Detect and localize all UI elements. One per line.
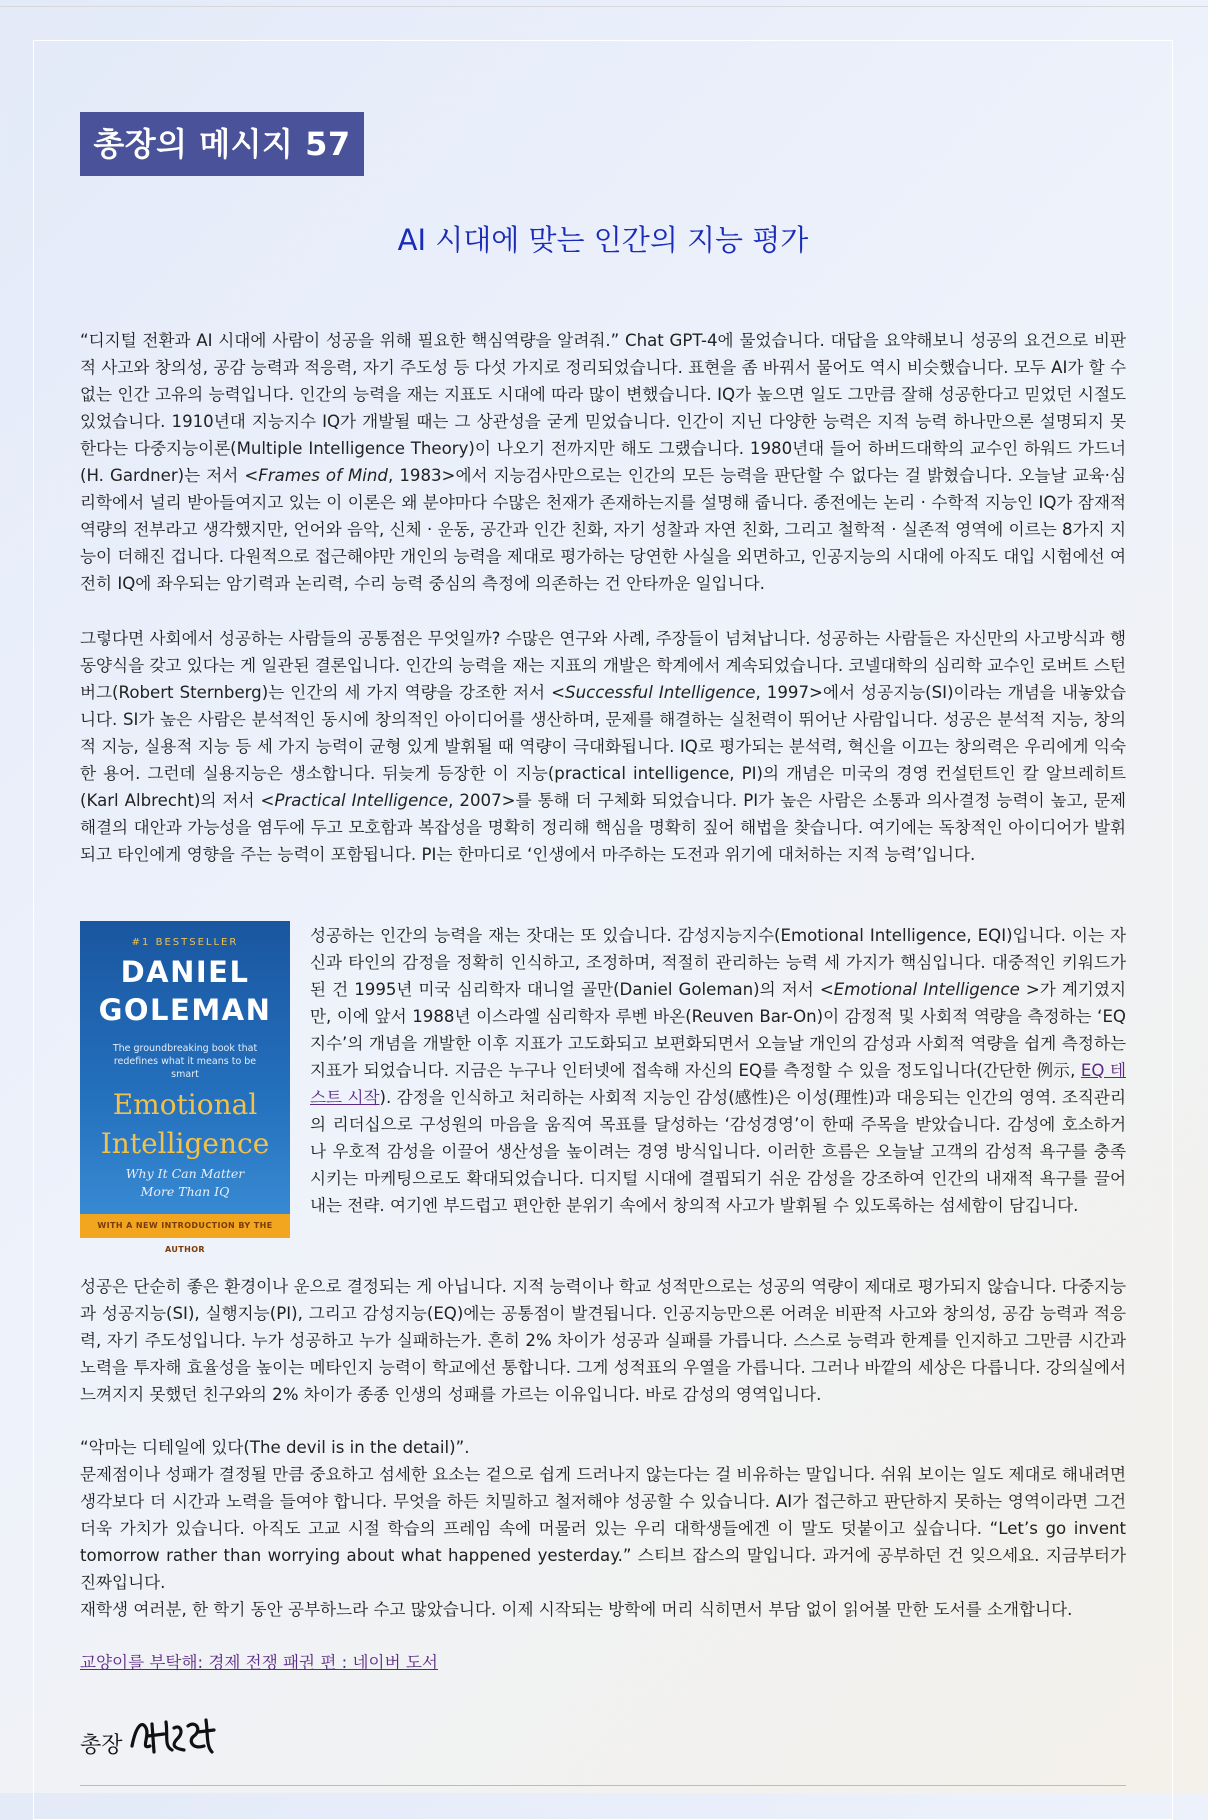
paragraph-4: 성공은 단순히 좋은 환경이나 운으로 결정되는 게 아닙니다. 지적 능력이나 학교 성적만으로는 성공의 역량이 제대로 평가되지 않습니다. 다중지능과 성공지능(SI), 실행지능(PI), 그리고 감성지능(EQ)에는 공통점이 발견됩니다. 인공지능만으론 어려운 비판적 사고와 창의성, 공감 능력과 적응력, 자기 주도성입니다. 누가 성공하고 누가 실패하는가. 흔히 2% 차이가 성공과 실패를 가릅니다. 스스로 능력과 한계를 인지하고 그만큼 시간과 노력을 투자해 효율성을 높이는 메타인지 능력이 학교에선 통합니다. 그게 성적표의 우열을 가릅니다. 그러나 바깥의 세상은 다릅니다. 강의실에서 느껴지지 못했던 친구와의 2% 차이가 종종 인생의 성패를 가르는 이유입니다. 바로 감성의 영역입니다.: [80, 1277, 1126, 1404]
paragraph-1-text-b: , 1983>에서 지능검사만으로는 인간의 모든 능력을 판단할 수 없다는 걸 밝혔습니다. 오늘날 교육·심리학에서 널리 받아들여지고 있는 이 이론은 왜 분야마다 수많은 천재가 존재하는지를 설명해 줍니다. 종전에는 논리 · 수학적 지능인 IQ가 잠재적 역량의 전부라고 생각했지만, 언어와 음악, 신체 · 운동, 공간과 인간 친화, 자기 성찰과 자연 친화, 그리고 철학적 · 실존적 영역에 이르는 8가지 지능이 더해진 겁니다. 다원적으로 접근해야만 개인의 능력을 제대로 평가하는 당연한 사실을 외면하고, 인공지능의 시대에 아직도 대입 시험에선 여전히 IQ에 좌우되는 암기력과 논리력, 수리 능력 중심의 측정에 의존하는 건 안타까운 일입니다.: [80, 466, 1126, 593]
paragraph-5-closing: 재학생 여러분, 한 학기 동안 공부하느라 수고 많았습니다. 이제 시작되는 방학에 머리 식히면서 부담 없이 읽어볼 만한 도서를 소개합니다.: [80, 1600, 1073, 1619]
paragraph-3-text-b: >가 계기였지만, 이에 앞서 1988년 이스라엘 심리학자 루벤 바온(Reuven Bar-On)이 감정적 및 사회적 역량을 측정하는 ‘EQ지수’의 개념을 개발한 이후 지표가 고도화되고 보편화되면서 오늘날 개인의 감성과 사회적 역량을 쉽게 측정하는 지표가 되었습니다. 지금은 누구나 인터넷에 접속해 자신의 EQ를 측정할 수 있을 정도입니다(간단한 例示,: [310, 980, 1126, 1080]
paragraph-1-text-a: “디지털 전환과 AI 시대에 사람이 성공을 위해 필요한 핵심역량을 알려줘.” Chat GPT-4에 물었습니다. 대답을 요약해보니 성공의 요건으로 비판적 사고와 창의성, 공감 능력과 적응력, 자기 주도성 등 다섯 가지로 정리되었습니다. 표현을 좀 바꿔서 물어도 역시 비슷했습니다. 모두 AI가 할 수 없는 인간 고유의 능력입니다. 인간의 능력을 재는 지표도 시대에 따라 많이 변했습니다. IQ가 높으면 일도 그만큼 잘해 성공한다고 믿었던 시절도 있었습니다. 1910년대 지능지수 IQ가 개발될 때는 그 상관성을 굳게 믿었습니다. 인간이 지닌 다양한 능력은 지적 능력 하나만으론 설명되지 못한다는 다중지능이론(Multiple Intelligence Theory)이 나오기 전까지만 해도 그랬습니다. 1980년대 들어 하버드대학의 교수인 하워드 가드너(H. Gardner)는 저서 <: [80, 331, 1126, 485]
message-badge: 총장의 메시지 57: [80, 112, 364, 176]
signature-label: 총장: [80, 1733, 123, 1758]
book-subtitle-line-1: Why It Can Matter: [125, 1166, 245, 1181]
paragraph-2: [80, 625, 1126, 868]
book-author-last: GOLEMAN: [98, 993, 272, 1027]
paragraph-3: [310, 922, 1126, 1219]
book-cover-emotional-intelligence: [80, 921, 290, 1254]
signature-image: [80, 1706, 240, 1766]
paragraph-2-text-c: , 2007>를 통해 더 구체화 되었습니다. PI가 높은 사람은 소통과 의사결정 능력이 높고, 문제 해결의 대안과 가능성을 염두에 두고 모호함과 복잡성을 명확히 정리해 핵심을 명확히 짚어 해법을 찾습니다. 여기에는 독창적인 아이디어가 발휘되고 타인에게 영향을 주는 능력이 포함됩니다. PI는 한마디로 ‘인생에서 마주하는 도전과 위기에 대처하는 지적 능력’입니다.: [80, 791, 1127, 864]
book-subtitle: [80, 1165, 290, 1201]
paragraph-2-text-b: , 1997>에서 성공지능(SI)이라는 개념을 내놓았습니다. SI가 높은 사람은 분석적인 동시에 창의적인 아이디어를 생산하며, 문제를 해결하는 실천력이 뛰어난 사람입니다. 성공은 분석적 지능, 창의적 지능, 실용적 지능 등 세 가지 능력이 균형 있게 발휘될 때 역량이 극대화됩니다. IQ로 평가되는 분석력, 혁신을 이끄는 창의력은 우리에게 익숙한 용어. 그런데 실용지능은 생소합니다. 뒤늦게 등장한 이 지능(practical intelligence, PI)의 개념은 미국의 경영 컨설턴트인 칼 알브레히트(Karl Albrecht)의 저서 <: [80, 683, 1126, 810]
paragraph-5-body: 문제점이나 성패가 결정될 만큼 중요하고 섬세한 요소는 겉으로 쉽게 드러나지 않는다는 걸 비유하는 말입니다. 쉬워 보이는 일도 제대로 해내려면 생각보다 더 시간과 노력을 들여야 합니다. 무엇을 하든 치밀하고 철저해야 성공할 수 있습니다. AI가 접근하고 판단하지 못하는 영역이라면 그건 더욱 가치가 있습니다. 아직도 고교 시절 학습의 프레임 속에 머물러 있는 우리 대학생들에겐 이 말도 덧붙이고 싶습니다. “Let’s go invent tomorrow rather than worrying about what happened yesterday.” 스티브 잡스의 말입니다. 과거에 공부하던 건 잊으세요. 지금부터가 진짜입니다.: [80, 1465, 1126, 1592]
book-title: [80, 1085, 290, 1163]
paragraph-3-text-c: ). 감정을 인식하고 처리하는 사회적 지능인 감성(感性)은 이성(理性)과 대응되는 인간의 영역. 조직관리의 리더십으로 구성원의 마음을 움직여 목표를 달성하는 ‘감성경영’이 한때 주목을 받았습니다. 감성에 호소하거나 우호적 감성을 이끌어 생산성을 높이려는 경영 방식입니다. 이러한 흐름은 오늘날 고객의 감성적 욕구를 충족시키는 마케팅으로도 확대되었습니다. 디지털 시대에 결핍되기 쉬운 감성을 강조하여 인간의 내재적 욕구를 끌어내는 전략. 여기엔 부드럽고 편안한 분위기 속에서 창의적 사고가 발휘될 수 있도록하는 섬세함이 담깁니다.: [310, 1088, 1126, 1215]
paragraph-1: [80, 327, 1126, 597]
book-title-emotional-intelligence: Emotional Intelligence: [833, 980, 1020, 999]
book-author-first: DANIEL: [120, 955, 250, 989]
paragraph-2-text-a: 그렇다면 사회에서 성공하는 사람들의 공통점은 무엇일까? 수많은 연구와 사례, 주장들이 넘쳐납니다. 성공하는 사람들은 자신만의 사고방식과 행동양식을 갖고 있다는 게 일관된 결론입니다. 인간의 능력을 재는 지표의 개발은 학계에서 계속되었습니다. 코넬대학의 심리학 교수인 로버트 스턴버그(Robert Sternberg)는 인간의 세 가지 역량을 강조한 저서 <: [80, 629, 1126, 702]
book-title-frames-of-mind: Frames of Mind: [258, 466, 388, 485]
book-bestseller-label: #1 BESTSELLER: [131, 937, 239, 948]
book-blurb: The groundbreaking book that redefines what it means to be smart: [112, 1043, 258, 1080]
page-title: AI 시대에 맞는 인간의 지능 평가: [397, 223, 809, 257]
devil-quote: “악마는 디테일에 있다(The devil is in the detail)”.: [80, 1438, 470, 1457]
book-title-line-1: Emotional: [112, 1088, 258, 1121]
book-subtitle-line-2: More Than IQ: [140, 1184, 230, 1199]
book-title-practical-intelligence: Practical Intelligence: [274, 791, 449, 810]
eq-test-link[interactable]: EQ 테스트 시작: [310, 1061, 1126, 1107]
book-title-successful-intelligence: Successful Intelligence: [565, 683, 756, 702]
book-recommendation-link[interactable]: 교양이를 부탁해: 경제 전쟁 패권 편 : 네이버 도서: [80, 1653, 438, 1672]
top-divider: [0, 6, 1208, 7]
paragraph-3-text-a: 성공하는 인간의 능력을 재는 잣대는 또 있습니다. 감성지능지수(Emotional Intelligence, EQI)입니다. 이는 자신과 타인의 감정을 정확히 인식하고, 조정하며, 적절히 관리하는 능력 세 가지가 핵심입니다. 대중적인 키워드가 된 건 1995년 미국 심리학자 대니얼 골만(Daniel Goleman)의 저서 <: [310, 926, 1126, 999]
president-signature: [80, 1706, 240, 1766]
paragraph-5: [80, 1434, 1126, 1623]
book-author: [80, 953, 290, 1029]
book-title-line-2: Intelligence: [100, 1127, 270, 1160]
book-band: WITH A NEW INTRODUCTION BY THE AUTHOR: [80, 1214, 290, 1238]
bottom-divider: [80, 1785, 1126, 1786]
